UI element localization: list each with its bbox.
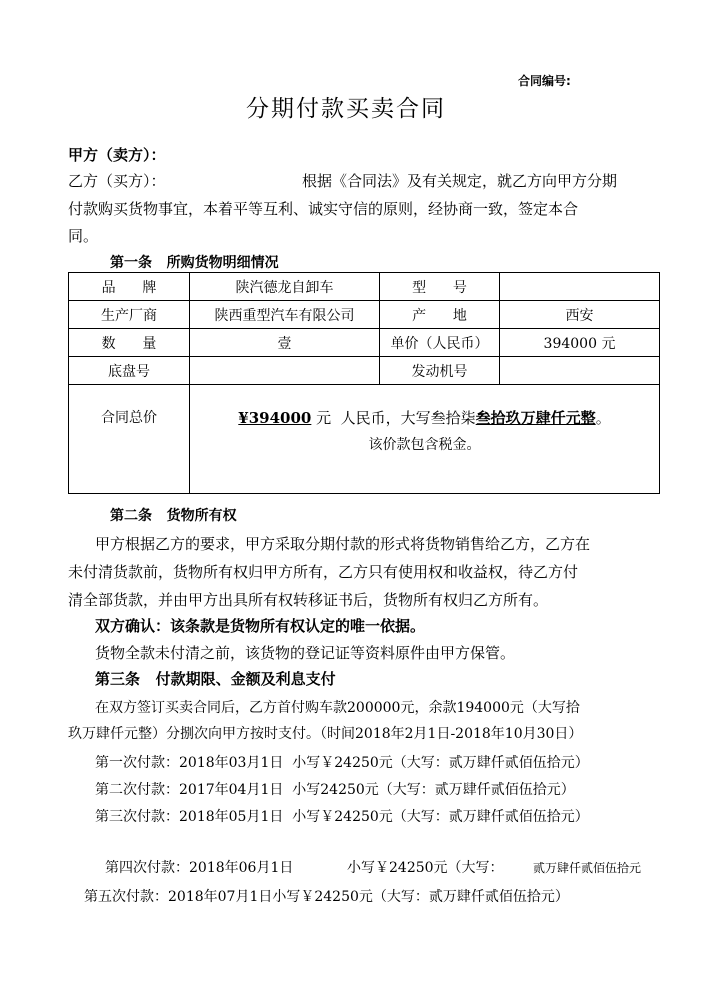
table-row <box>69 385 660 494</box>
tax-note: 该价款包含税金。 <box>368 437 481 453</box>
intro-line-2: 付款购买货物事宜，本着平等互利、诚实守信的原则，经协商一致，签定本合 <box>68 200 579 218</box>
model-label: 型 号 <box>380 273 500 301</box>
article-1-heading: 第一条 所购货物明细情况 <box>110 255 279 271</box>
unit-price-value: 394000 元 <box>500 329 660 357</box>
payment-4-date: 第四次付款：2018年06月1日 <box>105 860 294 876</box>
chassis-number-label: 底盘号 <box>69 357 190 385</box>
article-3-heading: 第三条 付款期限、金额及利息支付 <box>95 670 336 688</box>
model-value <box>500 273 660 301</box>
table-row <box>69 329 660 357</box>
payment-4-uppercase: 贰万肆仟贰佰伍拾元 <box>533 861 642 875</box>
article-3-line-1: 在双方签订买卖合同后，乙方首付购车款200000元，余款194000元（大写拾 <box>95 700 580 716</box>
payment-3: 第三次付款：2018年05月1日 小写￥24250元（大写：贰万肆仟贰佰伍拾元） <box>95 809 589 825</box>
payment-4-amount: 小写￥24250元（大写： <box>347 860 504 876</box>
document-title: 分期付款买卖合同 <box>246 96 446 122</box>
payment-1: 第一次付款：2018年03月1日 小写￥24250元（大写：贰万肆仟贰佰伍拾元） <box>95 755 589 771</box>
contract-number-label: 合同编号: <box>518 74 571 88</box>
intro-line-1: 根据《合同法》及有关规定，就乙方向甲方分期 <box>302 172 618 190</box>
payment-5: 第五次付款：2018年07月1日小写￥24250元（大写：贰万肆仟贰佰伍拾元） <box>84 889 569 905</box>
payment-2: 第二次付款：2017年04月1日 小写24250元（大写：贰万肆仟贰佰伍拾元） <box>95 782 575 798</box>
origin-value: 西安 <box>500 301 660 329</box>
article-2-line-2: 未付清货款前，货物所有权归甲方所有，乙方只有使用权和收益权，待乙方付 <box>68 563 579 581</box>
table-row <box>69 273 660 301</box>
article-3-line-2: 玖万肆仟元整）分捌次向甲方按时支付。（时间2018年2月1日-2018年10月30日） <box>68 726 583 742</box>
unit-price-label: 单价（人民币） <box>380 329 500 357</box>
article-2-line-3: 清全部货款，并由甲方出具所有权转移证书后，货物所有权归乙方所有。 <box>68 591 549 609</box>
total-price-label: 合同总价 <box>69 385 190 494</box>
ownership-confirmation: 双方确认：该条款是货物所有权认定的唯一依据。 <box>95 617 426 635</box>
origin-label: 产 地 <box>380 301 500 329</box>
intro-line-3: 同。 <box>68 227 99 245</box>
quantity-label: 数 量 <box>69 329 190 357</box>
brand-value: 陕汽德龙自卸车 <box>190 273 380 301</box>
article-2-custody: 货物全款未付清之前，该货物的登记证等资料原件由甲方保管。 <box>95 644 516 662</box>
brand-label: 品 牌 <box>69 273 190 301</box>
party-b-label: 乙方（买方）： <box>68 172 166 190</box>
article-2-line-1: 甲方根据乙方的要求，甲方采取分期付款的形式将货物销售给乙方，乙方在 <box>95 535 591 553</box>
total-price-line <box>190 407 659 428</box>
total-price-cell <box>190 385 660 494</box>
party-a-label: 甲方（卖方）： <box>68 146 166 164</box>
table-row <box>69 357 660 385</box>
total-amount-uppercase: 叁拾玖万肆仟元整 <box>475 409 596 427</box>
table-row <box>69 301 660 329</box>
maker-label: 生产厂商 <box>69 301 190 329</box>
total-amount: ¥394000 <box>238 409 312 427</box>
maker-value: 陕西重型汽车有限公司 <box>190 301 380 329</box>
chassis-number-value <box>190 357 380 385</box>
goods-detail-table <box>68 272 660 494</box>
total-end-mark: 。 <box>595 409 611 427</box>
engine-number-value <box>500 357 660 385</box>
article-2-heading: 第二条 货物所有权 <box>110 508 237 524</box>
total-unit-text: 元 人民币，大写叁拾柒 <box>311 409 476 427</box>
quantity-value: 壹 <box>190 329 380 357</box>
engine-number-label: 发动机号 <box>380 357 500 385</box>
